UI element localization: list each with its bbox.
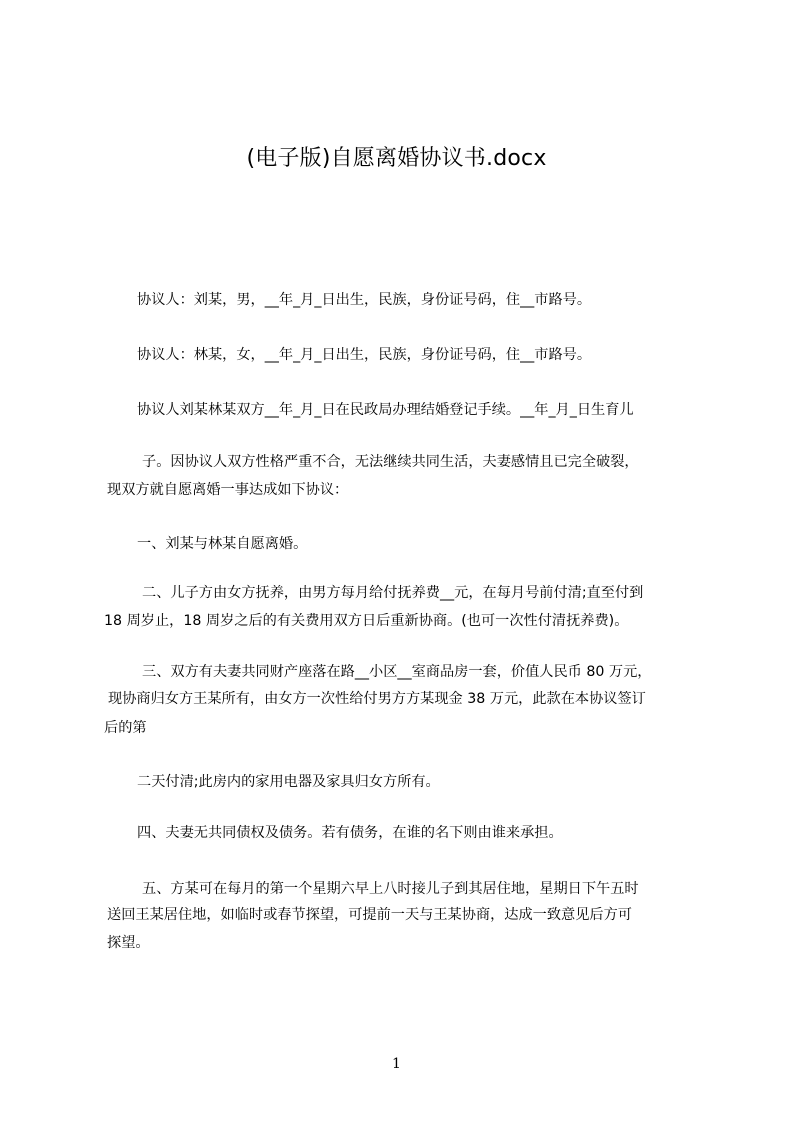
text-line: 送回王某居住地，如临时或春节探望，可提前一天与王某协商，达成一致意见后方可 (107, 907, 632, 923)
text-line: 现双方就自愿离婚一事达成如下协议： (107, 482, 349, 498)
text-line: 子。因协议人双方性格严重不合，无法继续共同生活，夫妻感情且已完全破裂， (142, 454, 639, 470)
text-line: 二、儿子方由女方抚养，由男方每月给付抚养费__元，在每月号前付清;直至付到 (142, 585, 644, 601)
text-line: 18 周岁止，18 周岁之后的有关费用双方日后重新协商。(也可一次性付清抚养费)。 (104, 613, 629, 629)
text-line: 三、双方有夫妻共同财产座落在路__小区__室商品房一套，价值人民币 80 万元， (142, 664, 652, 680)
text-line: 二天付清;此房内的家用电器及家具归女方所有。 (137, 774, 440, 790)
text-line: 一、刘某与林某自愿离婚。 (137, 536, 308, 552)
page-number: 1 (392, 1056, 401, 1072)
document-title: (电子版)自愿离婚协议书.docx (246, 146, 547, 171)
text-line: 探望。 (107, 935, 150, 951)
text-line: 四、夫妻无共同债权及债务。若有债务，在谁的名下则由谁来承担。 (137, 825, 563, 841)
text-line: 协议人：刘某，男，__年_月_日出生，民族，身份证号码，住__市路号。 (137, 292, 592, 308)
text-line: 现协商归女方王某所有，由女方一次性给付男方方某现金 38 万元，此款在本协议签订 (108, 691, 646, 707)
text-line: 协议人刘某林某双方__年_月_日在民政局办理结婚登记手续。__年_月_日生育儿 (137, 402, 634, 418)
text-line: 五、方某可在每月的第一个星期六早上八时接儿子到其居住地，星期日下午五时 (142, 881, 639, 897)
text-line: 协议人：林某，女，__年_月_日出生，民族，身份证号码，住__市路号。 (137, 347, 592, 363)
text-line: 后的第 (104, 720, 147, 736)
